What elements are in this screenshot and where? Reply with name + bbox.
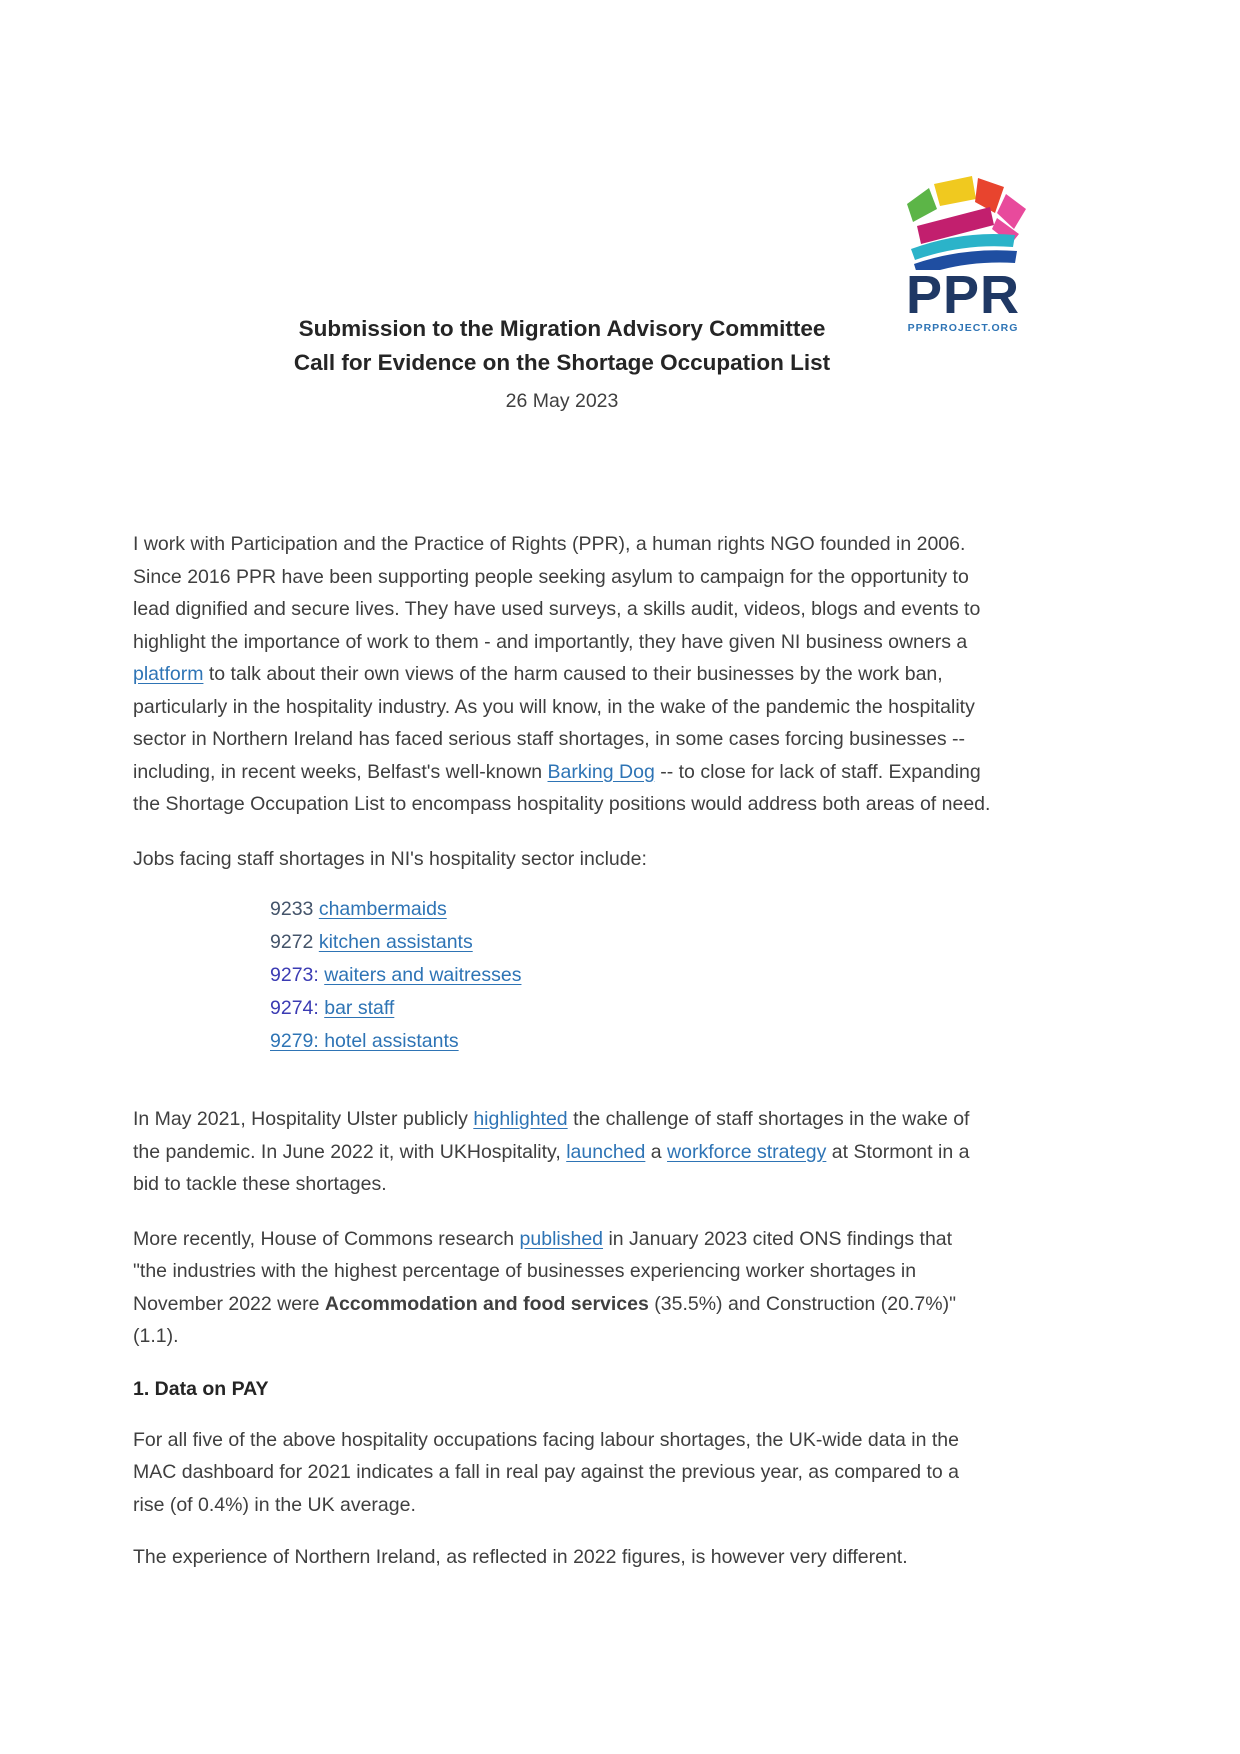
text-run: I work with Participation and the Practice of Rights (PPR), a human rights NGO founded in 2006. Since 2016 PPR have been supporting people seeking asylum to campaign for the opportunity to lead dignified and secure lives. They have used surveys, a skills audit, videos, blogs and events to highlight the importance of work to them - and importantly, they have given NI business owners a: [133, 533, 981, 653]
text-run: the challenge of staff shortages in the wake of the pandemic. In June 2022 it, with UKHospitality,: [133, 1108, 970, 1163]
text-run: to talk about their own views of the harm caused to their businesses by the work ban, particularly in the hospitality industry. As you will know, in the wake of the pandemic the hospitality sector in Northern Ireland has faced serious staff shortages, in some cases forcing businesses -- including, in recent weeks, Belfast's well-known: [133, 663, 975, 783]
text-run: Jobs facing staff shortages in NI's hospitality sector include:: [133, 847, 647, 870]
paragraph-house-of-commons: [133, 1223, 991, 1353]
text-run: The experience of Northern Ireland, as reflected in 2022 figures, is however very different.: [133, 1546, 908, 1568]
paragraph-intro: [133, 528, 991, 821]
accommodation-bold: Accommodation and food services: [324, 1292, 649, 1315]
text-run: at Stormont in a bid to tackle these shortages.: [133, 1140, 970, 1195]
list-item-hotel-assistants: [270, 1025, 991, 1058]
soc-code-9274: 9274:: [270, 997, 325, 1019]
shortage-occupations-list: [133, 893, 991, 1058]
soc-code-9273: 9273:: [270, 964, 325, 986]
paragraph-jobs-intro: [133, 843, 991, 876]
highlighted-link[interactable]: highlighted: [473, 1108, 568, 1130]
paragraph-ni-experience: [133, 1541, 991, 1574]
kitchen-assistants-link[interactable]: kitchen assistants: [318, 931, 473, 953]
text-run: in January 2023 cited ONS findings that "the industries with the highest percentage of businesses experiencing worker shortages in November 2022 were: [133, 1227, 953, 1315]
launched-link[interactable]: launched: [566, 1140, 646, 1163]
workforce-strategy-link[interactable]: workforce strategy: [667, 1140, 827, 1163]
bar-staff-link[interactable]: bar staff: [324, 997, 395, 1019]
list-item-bar-staff: [270, 992, 991, 1025]
text-run: More recently, House of Commons research: [133, 1227, 520, 1250]
document-content: [133, 0, 991, 1574]
text-run: a: [645, 1140, 668, 1163]
waiters-and-waitresses-link[interactable]: waiters and waitresses: [324, 964, 522, 986]
title-block: [133, 312, 991, 380]
chambermaids-link[interactable]: chambermaids: [318, 898, 447, 920]
ppr-logo-wordmark: PPR: [905, 265, 1021, 325]
paragraph-pay-data: [133, 1424, 991, 1522]
paragraph-hospitality-ulster: [133, 1103, 991, 1201]
barking-dog-link[interactable]: Barking Dog: [547, 760, 655, 783]
text-run: In May 2021, Hospitality Ulster publicly: [133, 1108, 474, 1130]
published-link[interactable]: published: [519, 1227, 604, 1250]
document-date: 26 May 2023: [505, 390, 619, 412]
hotel-assistants-link[interactable]: 9279: hotel assistants: [270, 1030, 459, 1052]
section-heading-data-on-pay: 1. Data on PAY: [133, 1377, 269, 1400]
document-title-line2: Call for Evidence on the Shortage Occupation List: [293, 350, 831, 375]
soc-code-9233: 9233: [270, 898, 319, 920]
list-item-chambermaids: [270, 893, 991, 926]
platform-link[interactable]: platform: [133, 663, 204, 685]
text-run: (35.5%) and Construction (20.7%)" (1.1).: [133, 1292, 957, 1347]
text-run: -- to close for lack of staff. Expanding the Shortage Occupation List to encompass hospitality positions would address both areas of need.: [133, 760, 991, 815]
list-item-waiters-and-waitresses: [270, 959, 991, 992]
document-title-line1: Submission to the Migration Advisory Committee: [298, 316, 826, 341]
ppr-logo-url: PPRPROJECT.ORG: [907, 322, 1019, 334]
list-item-kitchen-assistants: [270, 926, 991, 959]
soc-code-9272: 9272: [270, 931, 319, 953]
text-run: For all five of the above hospitality occupations facing labour shortages, the UK-wide data in the MAC dashboard for 2021 indicates a fall in real pay against the previous year, as compared to a rise (of 0.4%) in the UK average.: [133, 1428, 959, 1516]
